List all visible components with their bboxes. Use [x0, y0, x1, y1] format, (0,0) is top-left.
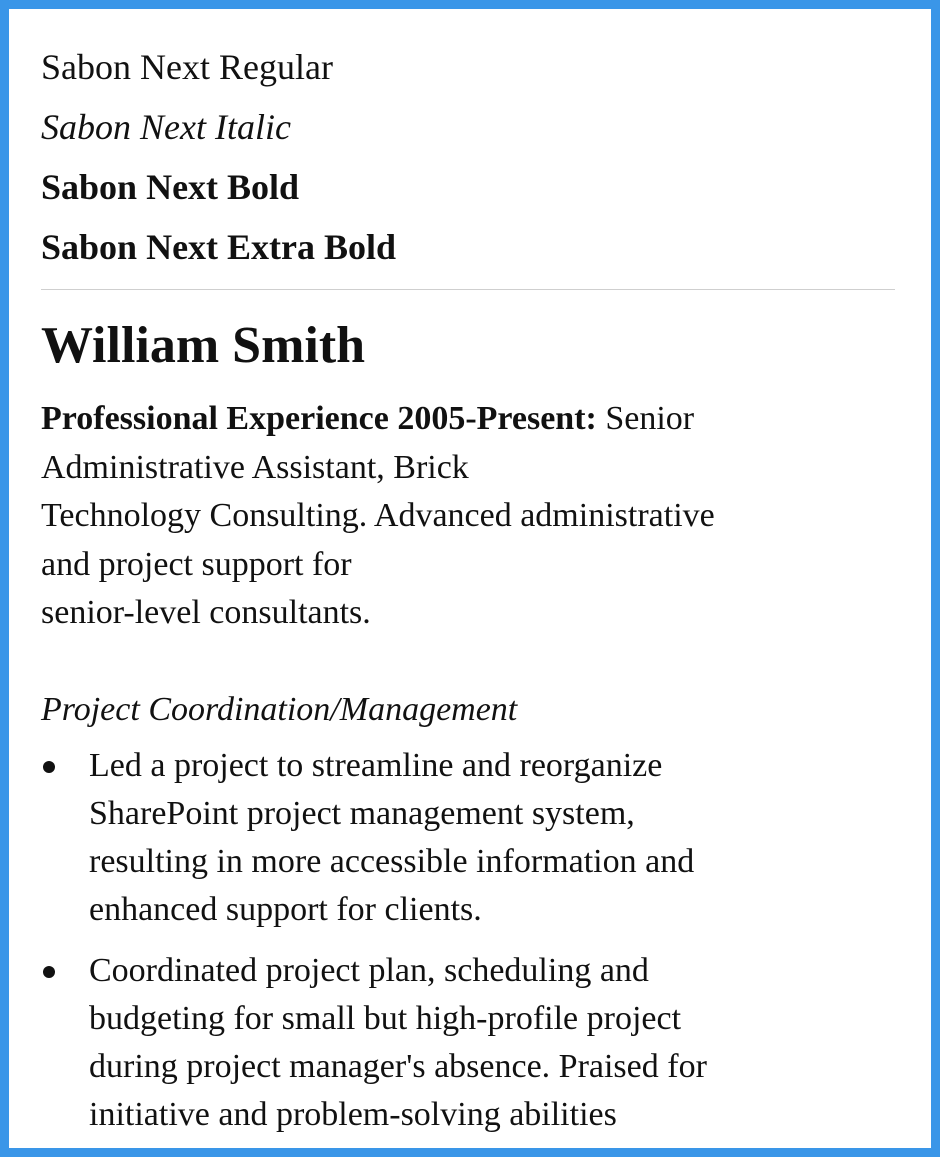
bullet-line: budgeting for small but high-profile project	[89, 999, 682, 1037]
experience-line: Administrative Assistant, Brick	[41, 448, 469, 486]
section-title: Project Coordination/Management	[41, 690, 518, 728]
specimen-italic: Sabon Next Italic	[41, 107, 291, 147]
bullet-dot-icon	[43, 761, 55, 773]
experience-line: and project support for	[41, 545, 352, 583]
experience-line	[41, 395, 901, 444]
experience-text: Senior	[596, 400, 695, 437]
bullet-line: initiative and problem-solving abilities	[89, 1095, 617, 1133]
bullet-line: during project manager's absence. Praised for	[89, 1047, 707, 1085]
document-page	[9, 9, 931, 1148]
bullet-item	[41, 947, 901, 1139]
bullet-dot-icon	[43, 966, 55, 978]
bullet-line: enhanced support for clients.	[89, 890, 482, 928]
bullet-list	[41, 742, 901, 1139]
specimen-bold: Sabon Next Bold	[41, 167, 300, 207]
experience-paragraph	[41, 395, 901, 638]
bullet-line: Coordinated project plan, scheduling and	[89, 951, 649, 989]
experience-heading: Professional Experience 2005-Present:	[41, 400, 597, 437]
specimen-regular: Sabon Next Regular	[41, 47, 333, 87]
resume-sample	[41, 311, 901, 1148]
specimen-extra-bold: Sabon Next Extra Bold	[41, 227, 397, 267]
bullet-line: resulting in more accessible information and	[89, 842, 695, 880]
bullet-line: Led a project to streamline and reorganize	[89, 746, 663, 784]
divider	[41, 289, 895, 290]
bullet-line: SharePoint project management system,	[89, 794, 635, 832]
bullet-item	[41, 742, 901, 934]
font-specimen	[41, 37, 901, 277]
experience-line: Technology Consulting. Advanced administrative	[41, 497, 715, 534]
experience-line: senior-level consultants.	[41, 594, 371, 631]
resume-name: William Smith	[41, 317, 366, 374]
